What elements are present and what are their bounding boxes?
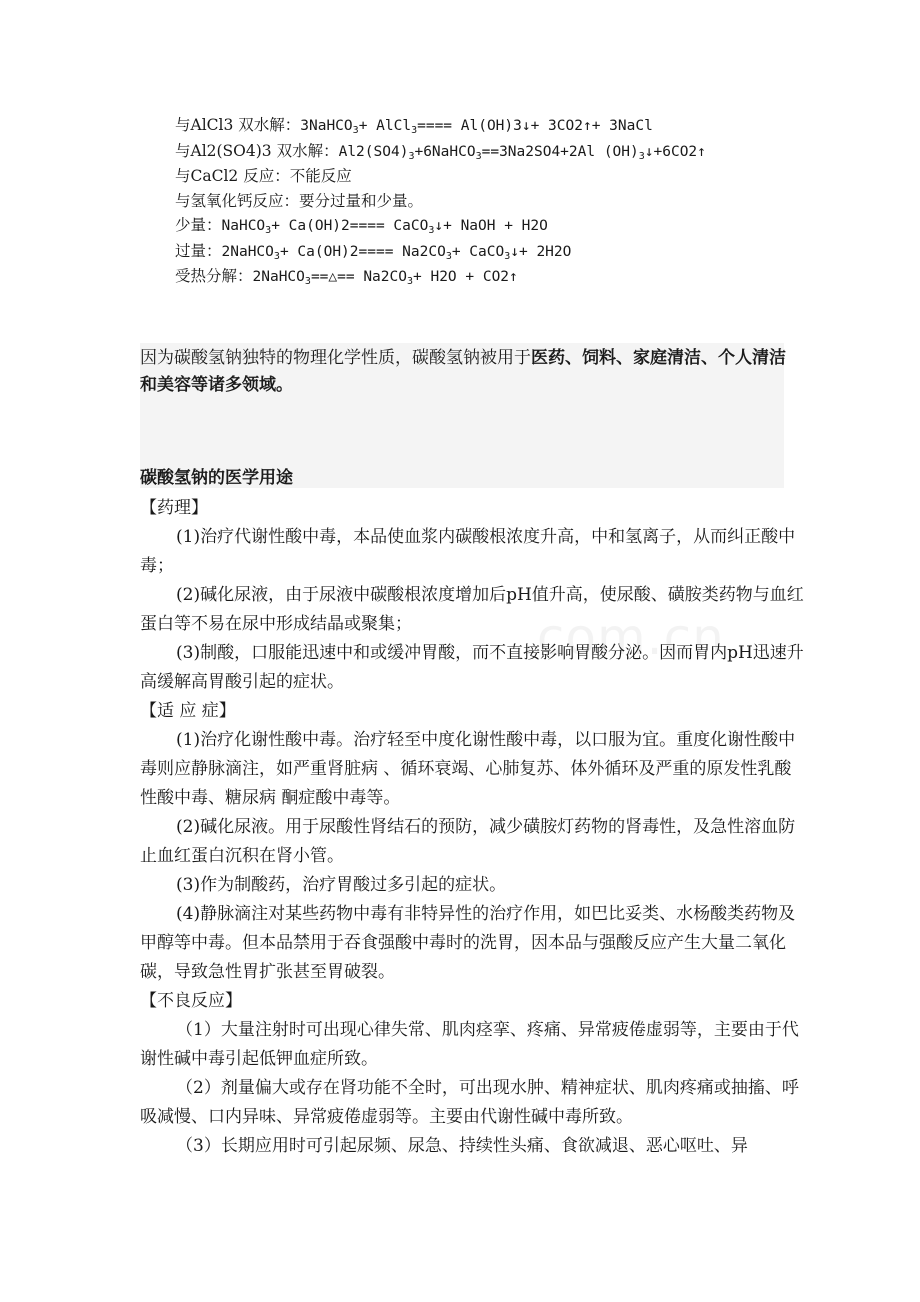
intro-paragraph: 因为碳酸氢钠独特的物理化学性质，碳酸氢钠被用于医药、饲料、家庭清洁、个人清洁和美容等诸多领域。 <box>140 348 786 395</box>
section-heading-pharmacology: 【药理】 <box>140 498 208 518</box>
pharmacology-item: (2)碱化尿液，由于尿液中碳酸根浓度增加后pH值升高，使尿酸、磺胺类药物与血红蛋白等不易在尿中形成结晶或聚集； <box>140 585 804 634</box>
adverse-reaction-item: （3）长期应用时可引起尿频、尿急、持续性头痛、食欲减退、恶心呕吐、异 <box>176 1136 748 1156</box>
section-heading-adverse-reactions: 【不良反应】 <box>140 991 242 1011</box>
reaction-cacl2: 与CaCl2 反应：不能反应 <box>175 167 352 185</box>
reaction-thermal-decomposition: 受热分解：2NaHCO$_3$==△== $Na2CO_3+ H2O$ + CO2↑ <box>175 267 518 287</box>
adverse-reaction-item: （2）剂量偏大或存在肾功能不全时，可出现水肿、精神症状、肌肉疼痛或抽搐、呼吸减慢、口内异味、异常疲倦虚弱等。主要由代谢性碱中毒所致。 <box>140 1078 799 1127</box>
indication-item: (1)治疗化谢性酸中毒。治疗轻至中度化谢性酸中毒，以口服为宜。重度化谢性酸中毒则应静脉滴注，如严重肾脏病 、循环衰竭、心肺复苏、体外循环及严重的原发性乳酸性酸中毒、糖尿病 酮症酸中毒等。 <box>140 730 796 808</box>
reaction-small-amount: 少量：NaHCO$_3$+ Ca(OH)2==== CaCO$_3$↓+ NaOH + H2O <box>175 216 548 236</box>
reaction-caoh2-note: 与氢氧化钙反应：要分过量和少量。 <box>175 191 424 210</box>
indication-item: (3)作为制酸药，治疗胃酸过多引起的症状。 <box>176 875 507 895</box>
pharmacology-item: (3)制酸，口服能迅速中和或缓冲胃酸，而不直接影响胃酸分泌。因而胃内pH迅速升高缓解高胃酸引起的症状。 <box>140 643 804 692</box>
reaction-list <box>175 113 875 290</box>
reaction-excess-amount: 过量：2NaHCO$_3$+ $Ca(OH)2==== Na2CO_3+$ CaCO$_3$↓+ 2H2O <box>175 241 572 262</box>
section-heading-indications: 【适 应 症】 <box>140 701 236 721</box>
pharmacology-item: (1)治疗代谢性酸中毒，本品使血浆内碳酸根浓度升高，中和氢离子，从而纠正酸中毒； <box>140 527 796 576</box>
indication-item: (2)碱化尿液。用于尿酸性肾结石的预防，减少磺胺灯药物的肾毒性，及急性溶血防止血红蛋白沉积在肾小管。 <box>140 817 796 866</box>
indication-item: (4)静脉滴注对某些药物中毒有非特异性的治疗作用，如巴比妥类、水杨酸类药物及甲醇等中毒。但本品禁用于吞食强酸中毒时的洗胃，因本品与强酸反应产生大量二氧化碳，导致急性胃扩张甚至胃破裂。 <box>140 904 796 982</box>
reaction-alcl3: 与AlCl3 双水解：3NaHCO$_3$+ AlCl$_3$==== Al(OH)3↓+ 3CO2↑+ 3NaCl <box>175 116 653 136</box>
medical-uses-body <box>140 494 808 1161</box>
medical-uses-title: 碳酸氢钠的医学用途 <box>140 468 293 488</box>
adverse-reaction-item: （1）大量注射时可出现心律失常、肌肉痉挛、疼痛、异常疲倦虚弱等，主要由于代谢性碱中毒引起低钾血症所致。 <box>140 1020 799 1069</box>
reaction-al2so4: 与Al2(SO4)3 双水解：$Al2(SO4)_3+6NaHCO_3==3Na2SO4+2Al$ $(OH)_3↓+6CO2↑$ <box>175 141 706 162</box>
